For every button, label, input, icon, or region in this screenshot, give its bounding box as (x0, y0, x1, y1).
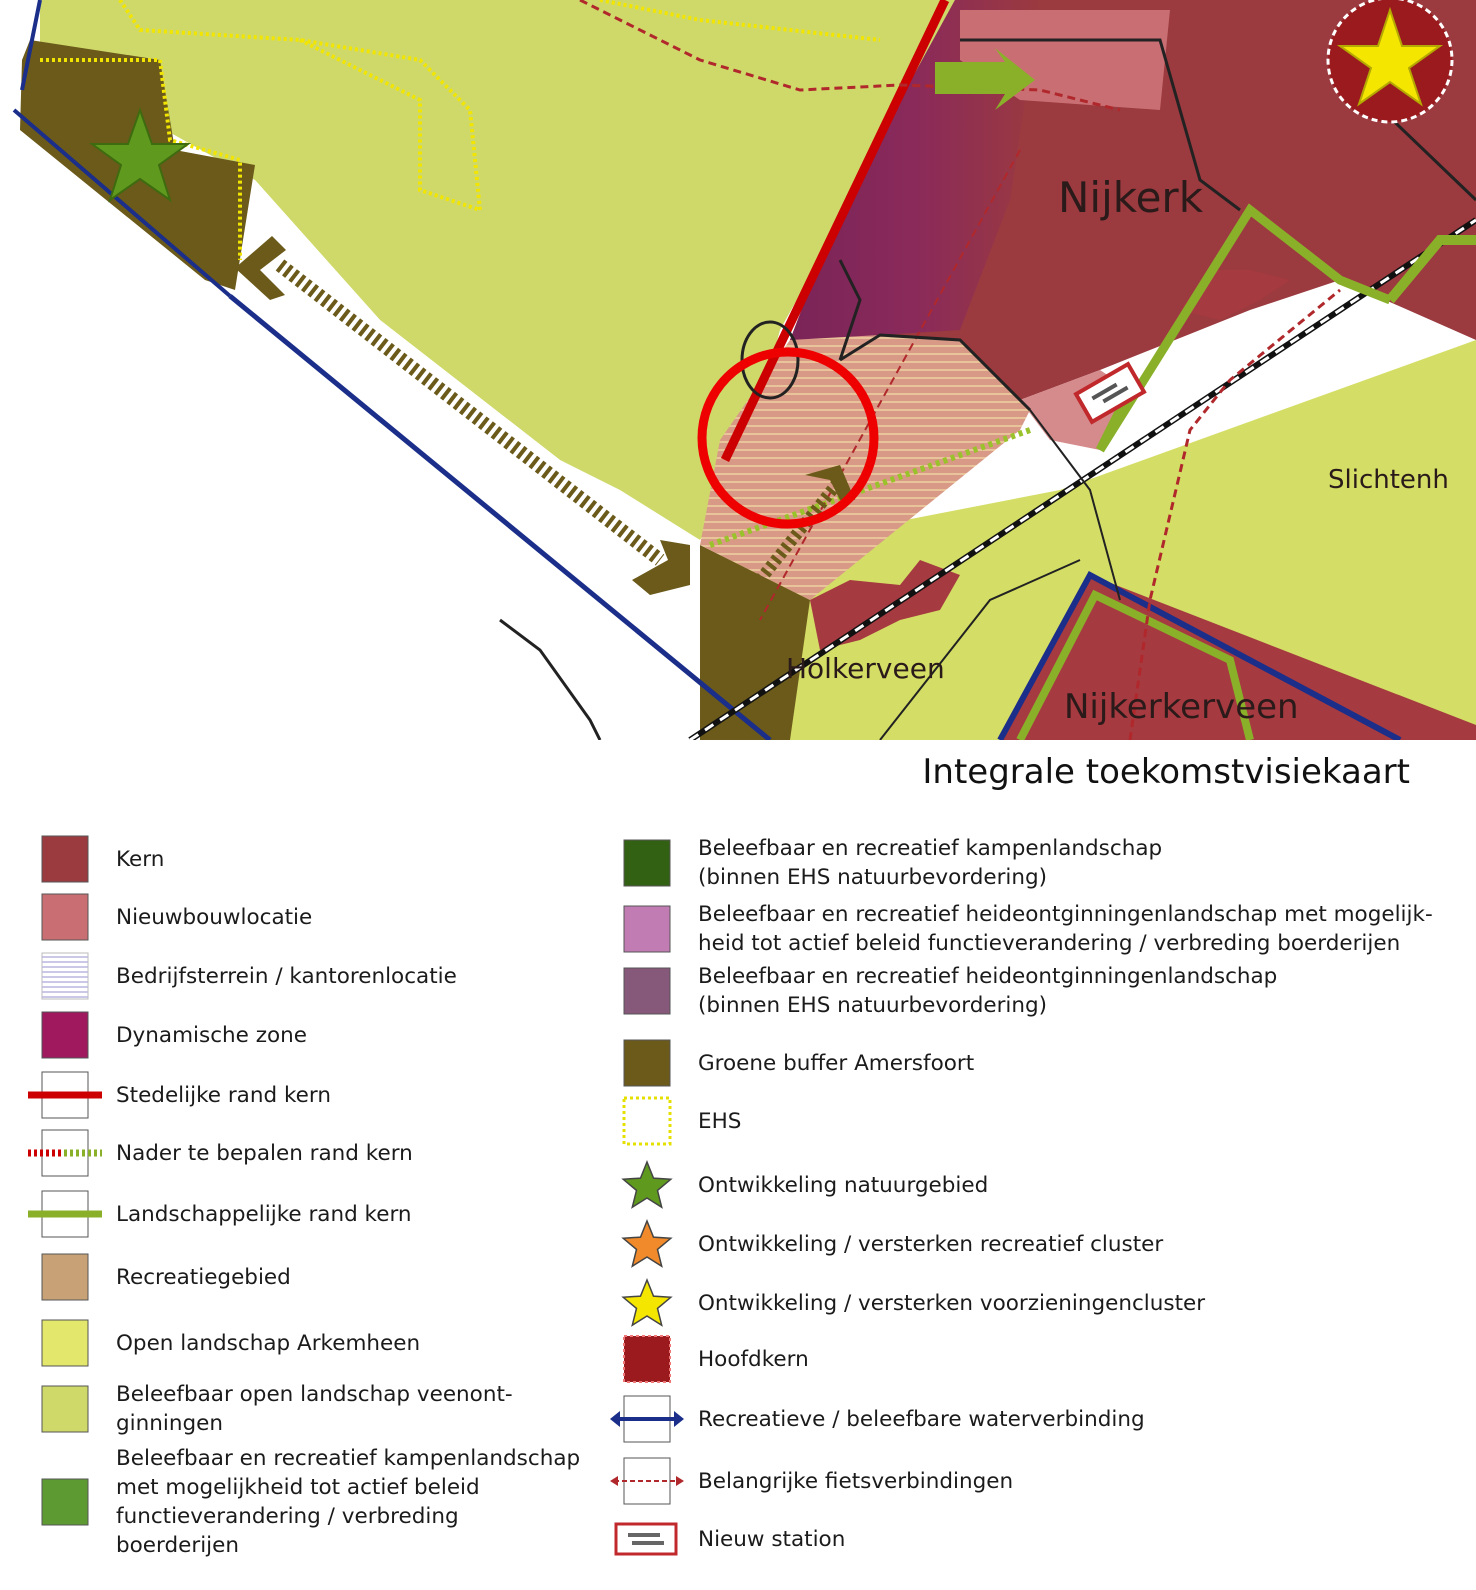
legend-label: Beleefbaar en recreatief kampenlandschap met mogelijkheid tot actief beleid functieverandering / verbreding boerderijen (116, 1446, 581, 1558)
legend-item (28, 1380, 513, 1438)
legend-symbol-line-arrow (610, 1394, 686, 1444)
legend-symbol-square (28, 1252, 104, 1302)
legend-item (28, 1189, 412, 1239)
legend-symbol-square (28, 1384, 104, 1434)
legend-symbol-square (28, 1318, 104, 1368)
legend-symbol-square (610, 838, 686, 888)
legend-symbol-line-dashed-arrow (610, 1456, 686, 1506)
legend-symbol-line-solid (28, 1189, 104, 1239)
legend-item (28, 892, 312, 942)
legend-symbol-square (610, 966, 686, 1016)
legend-item (28, 834, 164, 884)
legend-symbol-square (28, 892, 104, 942)
legend-label: Recreatieve / beleefbare waterverbinding (698, 1406, 1145, 1432)
legend-label: Hoofdkern (698, 1346, 809, 1372)
legend-item (610, 900, 1433, 958)
legend-symbol-square (610, 904, 686, 954)
legend-label: Ontwikkeling / versterken voorzieningencluster (698, 1290, 1206, 1316)
map-canvas (0, 0, 1476, 740)
legend-symbol-line-solid (28, 1070, 104, 1120)
legend-label: Bedrijfsterrein / kantorenlocatie (116, 963, 457, 989)
label-slichtenhorst: Slichtenh (1328, 465, 1449, 495)
legend-symbol-station (610, 1514, 686, 1564)
legend-item (28, 951, 457, 1001)
legend-item (28, 1444, 588, 1560)
legend-label: Nieuw station (698, 1526, 846, 1552)
legend-symbol-star (610, 1278, 686, 1328)
legend-symbol-square (28, 1010, 104, 1060)
legend-symbol-square-dotted (610, 1334, 686, 1384)
legend-label: Groene buffer Amersfoort (698, 1050, 975, 1076)
legend-item (610, 1456, 1013, 1506)
legend-label: Stedelijke rand kern (116, 1082, 331, 1108)
legend-item (610, 1038, 974, 1088)
legend-label: Nieuwbouwlocatie (116, 904, 313, 930)
legend-label: Beleefbaar en recreatief kampenlandschap (binnen EHS natuurbevordering) (698, 836, 1163, 890)
legend-item (28, 1070, 331, 1120)
legend-item (28, 1128, 413, 1178)
label-nijkerkerveen: Nijkerkerveen (1064, 687, 1299, 727)
legend-label: Beleefbaar en recreatief heideontginningenlandschap (binnen EHS natuurbevordering) (698, 964, 1278, 1018)
legend-item (610, 1219, 1163, 1269)
legend-item (610, 1160, 988, 1210)
legend-symbol-star (610, 1160, 686, 1210)
legend-item (28, 1010, 307, 1060)
legend-label: Landschappelijke rand kern (116, 1201, 412, 1227)
legend-symbol-dotted-outline (610, 1096, 686, 1146)
legend-item (610, 1096, 741, 1146)
label-nijkerk: Nijkerk (1058, 173, 1204, 222)
legend-item (610, 834, 1162, 892)
legend-symbol-square (610, 1038, 686, 1088)
legend-label: EHS (698, 1108, 742, 1134)
map-title: Integrale toekomstvisiekaart (922, 752, 1410, 792)
legend-label: Ontwikkeling / versterken recreatief cluster (698, 1231, 1164, 1257)
label-holkerveen: Holkerveen (786, 652, 945, 685)
legend-item (28, 1252, 291, 1302)
legend-item (610, 1394, 1145, 1444)
legend-label: Nader te bepalen rand kern (116, 1140, 413, 1166)
legend-symbol-line-dashed-mixed (28, 1128, 104, 1178)
legend-label: Kern (116, 846, 165, 872)
legend-label: Beleefbaar en recreatief heideontginningenlandschap met mogelijk- heid tot actief beleid functieverandering / verbreding boerderijen (698, 902, 1433, 956)
legend-item (610, 1514, 845, 1564)
legend-label: Open landschap Arkemheen (116, 1330, 421, 1356)
legend-label: Ontwikkeling natuurgebied (698, 1172, 989, 1198)
legend-label: Recreatiegebied (116, 1264, 291, 1290)
legend-symbol-star (610, 1219, 686, 1269)
legend-item (610, 962, 1277, 1020)
legend-item (610, 1278, 1205, 1328)
legend-symbol-square (28, 1477, 104, 1527)
legend-label: Dynamische zone (116, 1022, 308, 1048)
legend-label: Beleefbaar open landschap veenont- ginningen (116, 1382, 513, 1436)
legend-symbol-hatched (28, 951, 104, 1001)
legend-item (28, 1318, 420, 1368)
map-area (0, 0, 1476, 740)
legend-symbol-square (28, 834, 104, 884)
legend-label: Belangrijke fietsverbindingen (698, 1468, 1014, 1494)
legend-item (610, 1334, 809, 1384)
